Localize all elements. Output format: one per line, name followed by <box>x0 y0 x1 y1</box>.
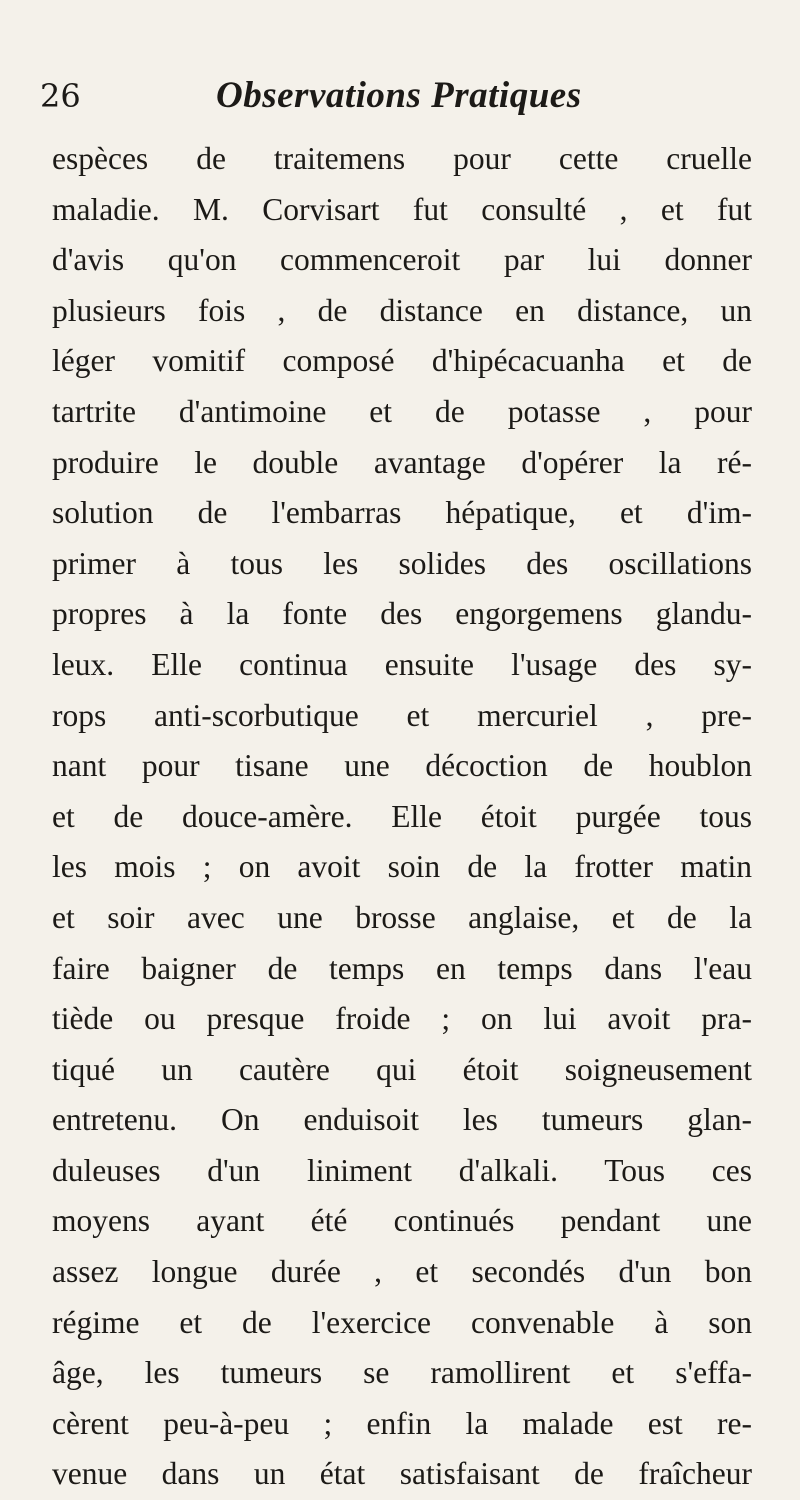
text-line: primer à tous les solides des oscillations <box>52 545 752 581</box>
text-line: et soir avec une brosse anglaise, et de la <box>52 899 752 935</box>
text-line: d'avis qu'on commenceroit par lui donner <box>52 242 752 278</box>
text-line: les mois ; on avoit soin de la frotter matin <box>52 849 752 885</box>
text-line: tiqué un cautère qui étoit soigneusement <box>52 1051 752 1087</box>
text-line: nant pour tisane une décoction de houblon <box>52 748 752 784</box>
text-line: assez longue durée , et secondés d'un bon <box>52 1254 752 1290</box>
text-line: faire baigner de temps en temps dans l'eau <box>52 950 752 986</box>
text-line: moyens ayant été continués pendant une <box>52 1203 752 1239</box>
text-line: régime et de l'exercice convenable à son <box>52 1304 752 1340</box>
text-line: rops anti-scorbutique et mercuriel , pre- <box>52 697 752 733</box>
text-line: espèces de traitemens pour cette cruelle <box>52 141 752 176</box>
body-text <box>52 134 752 1500</box>
text-line: venue dans un état satisfaisant de fraîcheur <box>52 1456 752 1492</box>
text-line: maladie. M. Corvisart fut consulté , et fut <box>52 191 752 227</box>
text-line: duleuses d'un liniment d'alkali. Tous ces <box>52 1152 752 1188</box>
text-line: produire le double avantage d'opérer la ré- <box>52 444 752 480</box>
text-line: tartrite d'antimoine et de potasse , pour <box>52 393 752 429</box>
text-line: tiède ou presque froide ; on lui avoit pra- <box>52 1001 752 1037</box>
text-line: propres à la fonte des engorgemens glandu- <box>52 596 752 632</box>
text-line: solution de l'embarras hépatique, et d'im- <box>52 495 752 531</box>
text-line: leux. Elle continua ensuite l'usage des sy- <box>52 646 752 682</box>
text-line: entretenu. On enduisoit les tumeurs glan- <box>52 1102 752 1138</box>
text-line: et de douce-amère. Elle étoit purgée tous <box>52 798 752 834</box>
text-line: plusieurs fois , de distance en distance, un <box>52 292 752 328</box>
text-line: léger vomitif composé d'hipécacuanha et de <box>52 343 752 379</box>
page-header <box>40 74 760 124</box>
text-line: cèrent peu-à-peu ; enfin la malade est re- <box>52 1405 752 1441</box>
running-title: Observations Pratiques <box>216 75 582 116</box>
text-line: âge, les tumeurs se ramollirent et s'effa- <box>52 1355 752 1391</box>
page-number: 26 <box>40 77 81 115</box>
